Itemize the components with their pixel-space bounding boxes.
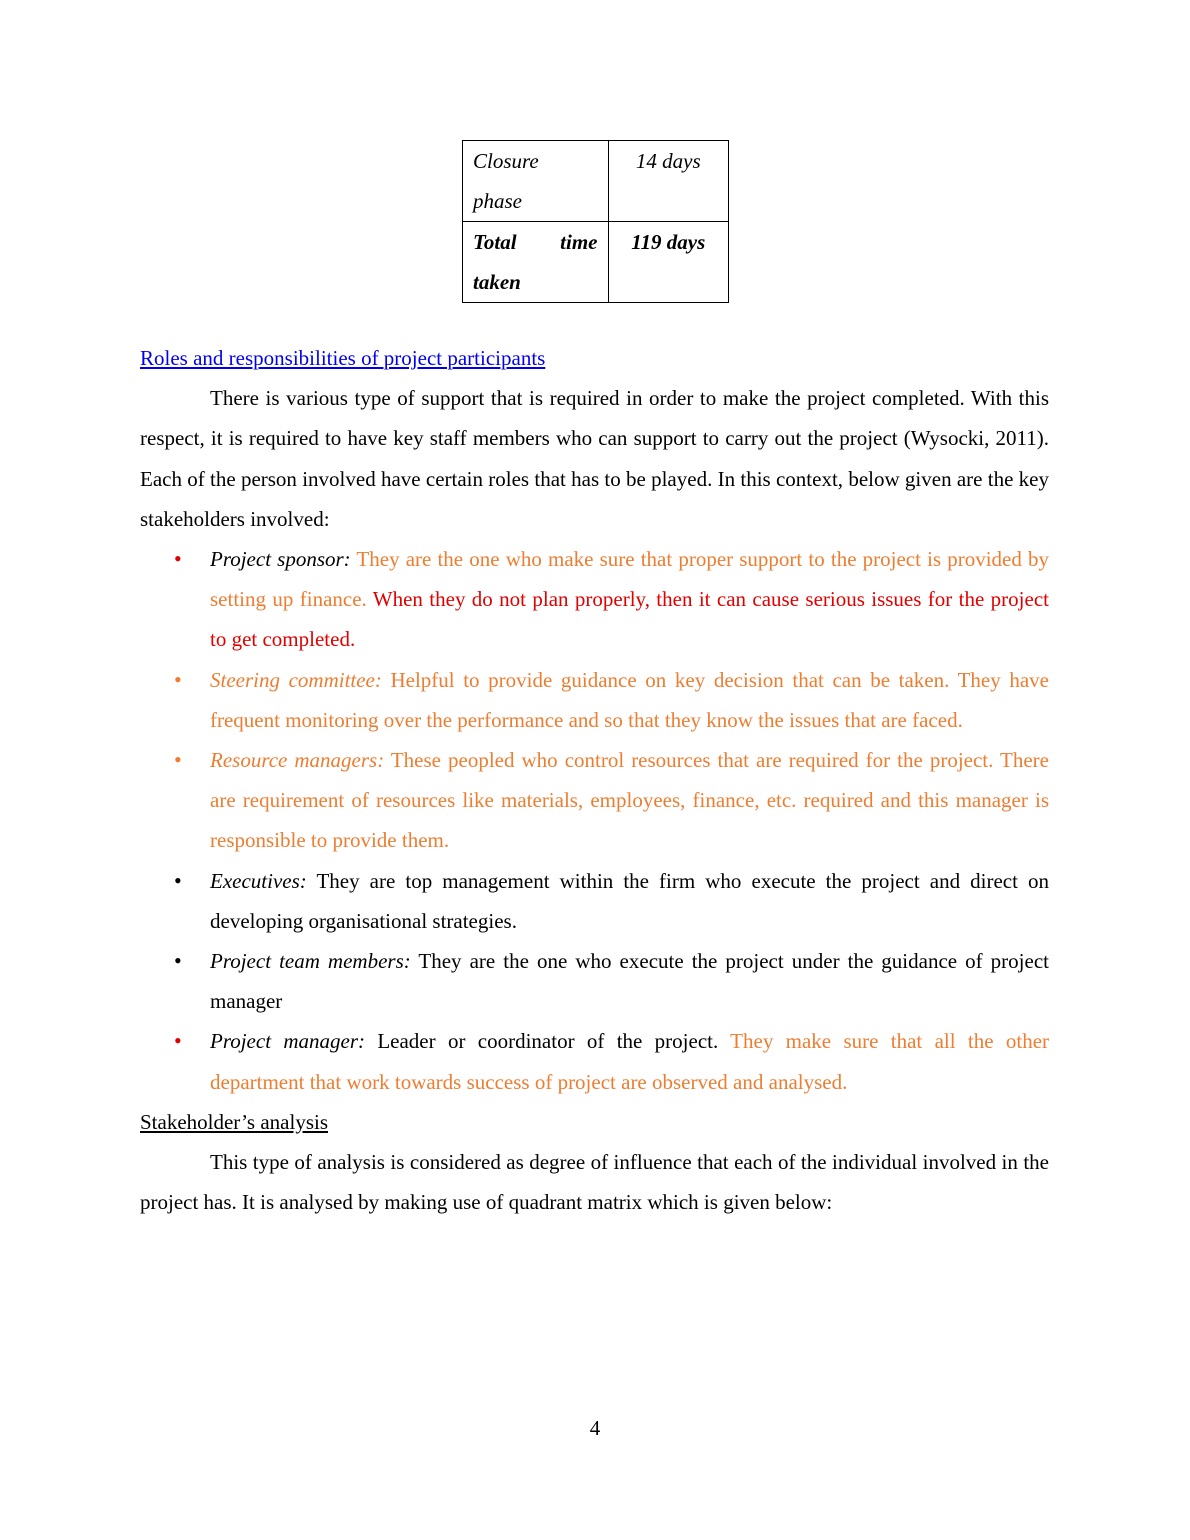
table-row <box>463 222 729 303</box>
phase-label: Closure <box>473 149 539 173</box>
total-duration-cell <box>608 222 729 303</box>
total-word: Total <box>473 230 517 254</box>
table-row <box>463 141 729 222</box>
role-description: They are top management within the firm who execute the project and direct on developing organisational strategies. <box>210 868 1049 933</box>
stakeholder-analysis-paragraph: This type of analysis is considered as degree of influence that each of the individual involved in the project has. It is analysed by making use of quadrant matrix which is given below: <box>140 1150 1049 1215</box>
total-duration-value: 119 days <box>631 230 706 254</box>
bullet-dot-icon: • <box>174 747 182 773</box>
list-item <box>140 660 1049 740</box>
role-title: Steering committee: <box>210 667 382 692</box>
roles-list <box>140 539 1049 1102</box>
role-title: Project team members: <box>210 949 411 974</box>
bullet-dot-icon: • <box>174 1028 182 1054</box>
bullet-dot-icon: • <box>174 546 182 572</box>
duration-value: 14 days <box>635 149 701 173</box>
role-title: Project sponsor: <box>210 547 351 572</box>
role-description-comment: When they do not plan properly, then it can cause serious issues for the project to get completed. <box>210 587 1049 652</box>
section-heading-roles[interactable]: Roles and responsibilities of project participants <box>140 346 546 370</box>
role-description: They are the one who make sure that proper support to the project is provided by setting up finance. <box>210 547 1049 612</box>
bullet-dot-icon: • <box>174 867 182 893</box>
list-item <box>140 861 1049 941</box>
document-body <box>140 338 1049 1222</box>
list-item <box>140 740 1049 861</box>
bullet-dot-icon: • <box>174 666 182 692</box>
role-title: Executives: <box>210 868 307 893</box>
list-item <box>140 539 1049 660</box>
phase-label: phase <box>473 189 522 213</box>
list-item <box>140 1021 1049 1101</box>
role-description: Helpful to provide guidance on key decision that can be taken. They have frequent monitoring over the performance and so that they know the issues that are faced. <box>210 667 1049 732</box>
role-description: These peopled who control resources that are required for the project. There are requirement of resources like materials, employees, finance, etc. required and this manager is responsible to provide them. <box>210 748 1049 853</box>
role-description-comment: They make sure that all the other department that work towards success of project are observed and analysed. <box>210 1029 1050 1094</box>
role-title: Project manager: <box>210 1029 366 1054</box>
phase-duration-table <box>462 140 729 303</box>
list-item <box>140 941 1049 1021</box>
phase-label: taken <box>473 270 521 294</box>
role-description: Leader or coordinator of the project. <box>365 1029 719 1054</box>
duration-cell <box>608 141 729 222</box>
roles-intro-paragraph: There is various type of support that is required in order to make the project completed. With this respect, it is required to have key staff members who can support to carry out the project (Wysocki, 2011). Each of the person involved have certain roles that has to be played. In this context, below given are the key stakeholders involved: <box>140 386 1049 531</box>
time-word: time <box>560 230 598 254</box>
phase-cell <box>463 141 609 222</box>
total-label-line <box>473 222 598 262</box>
total-label-cell <box>463 222 609 303</box>
bullet-dot-icon: • <box>174 948 182 974</box>
role-title: Resource managers: <box>210 748 385 773</box>
section-heading-stakeholder-analysis: Stakeholder’s analysis <box>140 1109 328 1134</box>
page-number: 4 <box>589 1416 601 1440</box>
role-description: They are the one who execute the project under the guidance of project manager <box>210 949 1049 1014</box>
